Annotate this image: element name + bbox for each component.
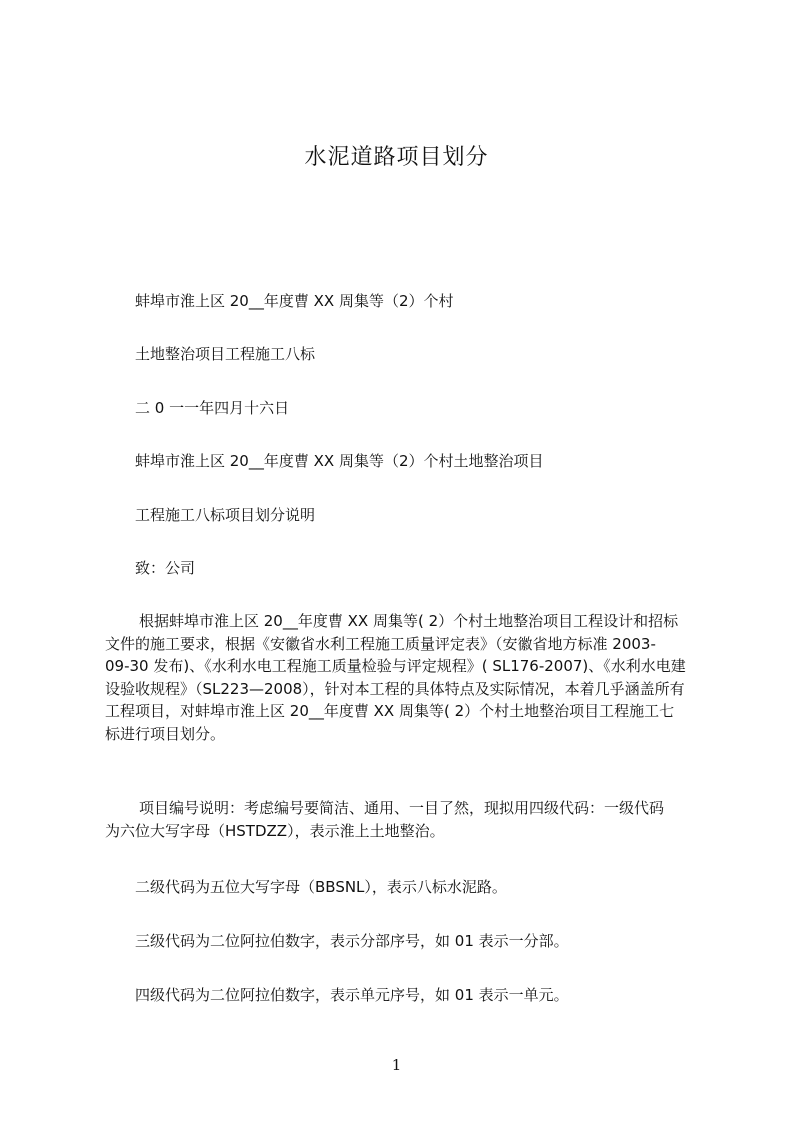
paragraph-basis-line: 标进行项目划分。	[105, 724, 226, 743]
paragraph-basis-line: 09-30 发布)、《水利水电工程施工质量检验与评定规程》( SL176-2007)、《水利水电建	[105, 657, 686, 675]
paragraph-numbering	[105, 797, 705, 842]
intro-line-project-name: 蚌埠市淮上区 20__年度曹 XX 周集等（2）个村	[135, 292, 454, 310]
paragraph-basis-line: 工程项目，对蚌埠市淮上区 20__年度曹 XX 周集等( 2）个村土地整治项目工程施工七	[105, 702, 675, 720]
code-level-3: 三级代码为二位阿拉伯数字，表示分部序号，如 01 表示一分部。	[135, 932, 569, 950]
intro-line-addressee: 致：公司	[135, 559, 196, 577]
intro-line-description-title: 工程施工八标项目划分说明	[135, 506, 316, 524]
paragraph-basis-line: 设验收规程》（SL223—2008），针对本工程的具体特点及实际情况，本着几乎涵盖所有	[105, 679, 685, 698]
paragraph-numbering-line: 为六位大写字母（HSTDZZ），表示淮上土地整治。	[105, 821, 445, 840]
document-title: 水泥道路项目划分	[304, 145, 489, 170]
intro-line-project-full-name: 蚌埠市淮上区 20__年度曹 XX 周集等（2）个村土地整治项目	[135, 452, 544, 470]
paragraph-basis-line: 根据蚌埠市淮上区 20__年度曹 XX 周集等( 2）个村土地整治项目工程设计和招标	[139, 612, 679, 630]
intro-line-date: 二 0 一一年四月十六日	[135, 399, 290, 417]
paragraph-numbering-line: 项目编号说明：考虑编号要简洁、通用、一目了然，现拟用四级代码：一级代码	[139, 799, 665, 817]
code-level-2: 二级代码为五位大写字母（BBSNL），表示八标水泥路。	[135, 878, 507, 896]
paragraph-basis	[105, 610, 705, 745]
page-number: 1	[391, 1056, 402, 1074]
intro-line-project-section: 土地整治项目工程施工八标	[135, 345, 316, 363]
code-level-4: 四级代码为二位阿拉伯数字，表示单元序号，如 01 表示一单元。	[135, 986, 569, 1004]
paragraph-basis-line: 文件的施工要求，根据《安徽省水利工程施工质量评定表》（安徽省地方标准 2003-	[105, 634, 656, 653]
